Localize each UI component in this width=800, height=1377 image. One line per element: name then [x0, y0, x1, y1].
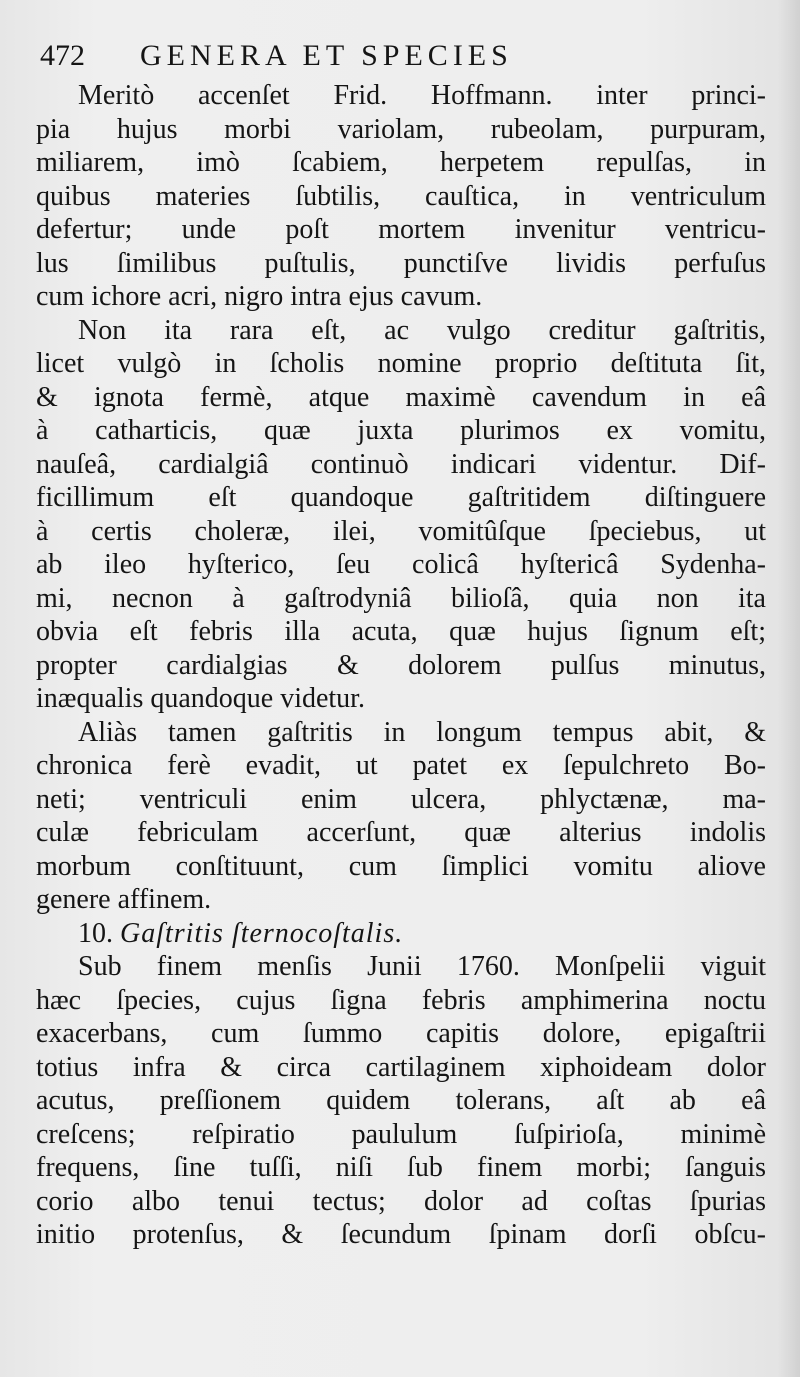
text-line: à certis choleræ, ilei, vomitûſque ſpeciebus, ut [36, 515, 766, 547]
paragraph-2 [36, 314, 766, 716]
paragraph-1 [36, 79, 766, 314]
page-header [40, 36, 780, 76]
text-line: exacerbans, cum ſummo capitis dolore, epigaſtrii [36, 1018, 766, 1049]
paragraph-4 [36, 950, 766, 1252]
text-line: corio albo tenui tectus; dolor ad coſtas ſpurias [36, 1185, 766, 1217]
text-line: nauſeâ, cardialgiâ continuò indicari videntur. Dif- [36, 448, 766, 480]
text-line: Non ita rara eſt, ac vulgo creditur gaſtritis, [78, 314, 766, 346]
text-line: Meritò accenſet Frid. Hoffmann. inter princi- [78, 80, 766, 111]
text-line: mi, necnon à gaſtrodyniâ bilioſâ, quia non ita [36, 582, 766, 614]
page-edge-shadow [778, 0, 800, 1377]
text-line: ficillimum eſt quandoque gaſtritidem diſtinguere [36, 482, 766, 513]
text-line: à catharticis, quæ juxta plurimos ex vomitu, [36, 415, 766, 446]
page-number: 472 [40, 39, 85, 72]
text-line: creſcens; reſpiratio paululum ſuſpirioſa, minimè [36, 1118, 766, 1150]
text-line: cum ichore acri, nigro intra ejus cavum. [36, 281, 483, 312]
running-head: GENERA ET SPECIES [140, 39, 513, 72]
text-line: licet vulgò in ſcholis nomine proprio deſtituta ſit, [36, 348, 766, 379]
body-text [36, 79, 766, 1252]
text-line: frequens, ſine tuſſi, niſi ſub finem morbi; ſanguis [36, 1152, 766, 1183]
text-line: culæ febriculam accerſunt, quæ alterius indolis [36, 817, 766, 848]
section-number: 10. [78, 917, 113, 949]
section-title: Gaſtritis ſternocoſtalis. [120, 917, 404, 949]
text-line: quibus materies ſubtilis, cauſtica, in ventriculum [36, 180, 766, 212]
text-line: neti; ventriculi enim ulcera, phlyctænæ, ma- [36, 783, 766, 815]
text-line: Sub finem menſis Junii 1760. Monſpelii viguit [78, 951, 766, 982]
text-line: propter cardialgias & dolorem pulſus minutus, [36, 649, 766, 681]
section-heading [36, 917, 766, 951]
text-line: ab ileo hyſterico, ſeu colicâ hyſtericâ Sydenha- [36, 549, 766, 580]
text-line: initio protenſus, & ſecundum ſpinam dorſi obſcu- [36, 1219, 766, 1250]
paragraph-3 [36, 716, 766, 917]
text-line: hæc ſpecies, cujus ſigna febris amphimerina noctu [36, 984, 766, 1016]
text-line: & ignota fermè, atque maximè cavendum in eâ [36, 381, 766, 413]
text-line: morbum conſtituunt, cum ſimplici vomitu aliove [36, 850, 766, 882]
text-line: miliarem, imò ſcabiem, herpetem repulſas, in [36, 147, 766, 178]
text-line: genere affinem. [36, 884, 212, 915]
text-line: inæqualis quandoque videtur. [36, 683, 365, 714]
text-line: lus ſimilibus puſtulis, punctiſve lividis perfuſus [36, 247, 766, 279]
text-line: chronica ferè evadit, ut patet ex ſepulchreto Bo- [36, 750, 766, 781]
text-line: Aliàs tamen gaſtritis in longum tempus abit, & [78, 716, 766, 748]
text-line: pia hujus morbi variolam, rubeolam, purpuram, [36, 113, 766, 145]
text-line: obvia eſt febris illa acuta, quæ hujus ſignum eſt; [36, 616, 766, 647]
text-line: defertur; unde poſt mortem invenitur ventricu- [36, 214, 766, 245]
text-line: totius infra & circa cartilaginem xiphoideam dolor [36, 1051, 766, 1083]
text-line: acutus, preſſionem quidem tolerans, aſt ab eâ [36, 1085, 766, 1116]
